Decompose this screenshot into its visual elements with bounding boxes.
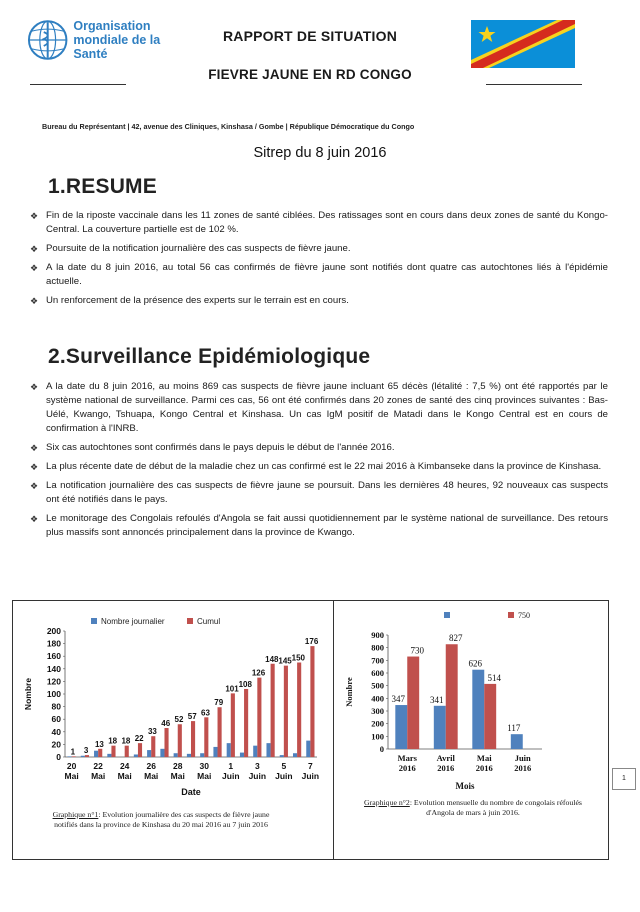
- y-tick-label: 120: [46, 676, 61, 687]
- bar-blue: [306, 741, 310, 757]
- who-emblem-icon: [26, 18, 69, 62]
- bullet-diamond-icon: ❖: [30, 263, 39, 273]
- x-tick-label: Avril: [436, 753, 455, 763]
- bar-blue: [280, 755, 284, 757]
- who-name-line2: mondiale de la Santé: [73, 33, 161, 61]
- x-tick-label: Mai: [91, 771, 106, 781]
- bar-red: [231, 693, 235, 757]
- bar-blue: [68, 756, 72, 757]
- legend-swatch: [508, 612, 514, 618]
- bullet-text: Poursuite de la notification journalière des cas suspects de fièvre jaune.: [46, 243, 351, 254]
- list-item: [30, 460, 608, 474]
- section-title-surveillance: 2.Surveillance Epidémiologique: [48, 345, 371, 368]
- bar-blue: [107, 754, 111, 757]
- y-tick-label: 200: [371, 718, 384, 729]
- bullet-diamond-icon: ❖: [30, 462, 39, 472]
- y-tick-label: 900: [371, 630, 384, 640]
- x-axis-title: Date: [181, 787, 201, 797]
- bullet-diamond-icon: ❖: [30, 211, 39, 221]
- data-label: 101: [225, 684, 239, 694]
- page-number: 1: [612, 768, 636, 790]
- bullet-text: La notification journalière des cas suspects de fièvre jaune se poursuit. Dans les dernières 48 heures, 92 nouveaux cas suspects ont été notifiés dans le pays.: [46, 480, 608, 505]
- bar-red: [125, 746, 129, 757]
- y-tick-label: 0: [56, 752, 61, 762]
- bar-blue: [434, 706, 446, 749]
- x-tick-label: Mai: [64, 771, 79, 781]
- bar-red: [407, 657, 419, 749]
- bar-blue: [134, 754, 138, 757]
- legend-swatch: [91, 618, 97, 624]
- x-tick-label: 2016: [437, 763, 455, 773]
- bar-red: [310, 646, 314, 757]
- data-label: 1: [70, 747, 76, 757]
- bullet-text: A la date du 8 juin 2016, au total 56 cas confirmés de fièvre jaune sont notifiés dont quatre cas autochtones liés à l'épidémie actuelle.: [46, 262, 608, 287]
- y-tick-label: 60: [51, 714, 61, 725]
- legend-label: 750: [518, 611, 530, 620]
- bar-blue: [213, 747, 217, 757]
- data-label: 79: [214, 698, 224, 708]
- x-tick-label: Mai: [117, 771, 132, 781]
- x-axis-title: Mois: [455, 781, 475, 791]
- who-name-line1: Organisation: [73, 19, 151, 33]
- chart-panel-monthly: [332, 600, 609, 860]
- list-item: [30, 479, 608, 507]
- bar-red: [72, 756, 76, 757]
- list-item: [30, 441, 608, 455]
- drc-flag-icon: [471, 20, 575, 68]
- y-axis-title: Nombre: [23, 677, 33, 711]
- list-item: [30, 209, 608, 237]
- sitrep-date: Sitrep du 8 juin 2016: [253, 145, 387, 161]
- legend-label: Nombre journalier: [101, 617, 165, 626]
- y-tick-label: 140: [46, 663, 61, 674]
- legend-swatch: [444, 612, 450, 618]
- x-tick-label: Juin: [514, 753, 531, 763]
- bar-blue: [395, 705, 407, 749]
- bar-red: [138, 743, 142, 757]
- bar-blue: [266, 743, 270, 757]
- resume-bullet-list: [30, 209, 608, 313]
- list-item: [30, 294, 608, 308]
- data-label: 148: [265, 654, 279, 664]
- bar-blue: [187, 754, 191, 757]
- bar-red: [111, 746, 115, 757]
- data-label: 827: [448, 633, 463, 644]
- data-label: 18: [108, 736, 118, 746]
- x-tick-label: 1: [228, 761, 234, 771]
- bar-red: [98, 749, 102, 757]
- y-tick-label: 40: [51, 726, 61, 737]
- bar-red: [284, 666, 288, 757]
- bar-blue: [174, 753, 178, 757]
- data-label: 117: [507, 723, 521, 734]
- chart1-caption: [44, 810, 278, 830]
- surveillance-bullet-list: [30, 380, 608, 545]
- bar-blue: [227, 743, 231, 757]
- data-label: 22: [134, 734, 144, 744]
- chart2-caption: [362, 798, 584, 818]
- y-tick-label: 80: [51, 701, 61, 712]
- x-tick-label: 5: [281, 761, 287, 771]
- x-tick-label: Juin: [275, 771, 293, 781]
- x-tick-label: 26: [146, 761, 156, 771]
- data-label: 145: [278, 656, 292, 666]
- data-label: 176: [304, 637, 319, 647]
- x-tick-label: 28: [173, 761, 183, 771]
- report-title: RAPPORT DE SITUATION: [222, 28, 398, 44]
- header-rule-right: [486, 84, 582, 85]
- bullet-text: Six cas autochtones sont confirmés dans le pays depuis le début de l'année 2016.: [46, 442, 395, 453]
- x-tick-label: 3: [254, 761, 260, 771]
- y-tick-label: 500: [371, 680, 384, 691]
- data-label: 626: [468, 658, 483, 669]
- data-label: 730: [410, 645, 424, 656]
- y-tick-label: 200: [46, 626, 61, 636]
- data-label: 63: [201, 708, 210, 718]
- y-tick-label: 0: [379, 744, 384, 754]
- bar-blue: [240, 753, 244, 757]
- bar-red: [297, 663, 301, 758]
- y-tick-label: 20: [51, 739, 61, 750]
- bar-red: [271, 664, 275, 757]
- bar-blue: [472, 670, 484, 749]
- y-tick-label: 100: [46, 689, 61, 699]
- data-label: 33: [147, 727, 157, 737]
- bar-blue: [293, 753, 297, 757]
- y-axis-title: Nombre: [344, 677, 354, 707]
- y-tick-label: 160: [46, 651, 61, 662]
- bullet-diamond-icon: ❖: [30, 296, 39, 306]
- bullet-diamond-icon: ❖: [30, 244, 39, 254]
- x-tick-label: Mai: [197, 771, 212, 781]
- header-rule-left: [30, 84, 126, 85]
- bar-blue: [94, 751, 98, 757]
- bullet-text: Un renforcement de la présence des experts sur le terrain est en cours.: [46, 295, 349, 306]
- bar-red: [244, 689, 248, 757]
- list-item: [30, 261, 608, 289]
- bullet-text: A la date du 8 juin 2016, au moins 869 cas suspects de fièvre jaune incluant 65 décès (létalité : 7,5 %) ont été rapportés par le système national de surveillance. Parmi ces cas, 56 ont été confirmés dans 20 zones de santé des cinq provinces suivantes : Bas-Uélé, Kwango, Tshuapa, Kongo Central et Kinshasa. Un cas IgM positif de Matadi dans le Kongo Central est en cours de confirmation à l'INRB.: [46, 381, 608, 434]
- bullet-diamond-icon: ❖: [30, 514, 39, 524]
- data-label: 150: [291, 653, 306, 663]
- legend-label: Cumul: [197, 617, 221, 626]
- office-address: Bureau du Représentant | 42, avenue des Cliniques, Kinshasa / Gombe | République Démocratique du Congo: [42, 122, 415, 131]
- bullet-diamond-icon: ❖: [30, 481, 39, 491]
- x-tick-label: 2016: [514, 763, 532, 773]
- bar-red: [151, 736, 155, 757]
- x-tick-label: Mai: [170, 771, 185, 781]
- x-tick-label: 20: [66, 761, 77, 771]
- monthly-returns-chart: [332, 601, 608, 859]
- chart2-caption-text: : Evolution mensuelle du nombre de congolais réfoulés d'Angola de mars à juin 2016.: [409, 798, 582, 817]
- y-tick-label: 400: [371, 693, 384, 704]
- bullet-diamond-icon: ❖: [30, 382, 39, 392]
- bar-blue: [160, 749, 164, 757]
- bar-red: [257, 678, 261, 757]
- chart2-caption-label: Graphique n°2: [364, 798, 410, 807]
- bar-blue: [81, 756, 85, 757]
- y-tick-label: 300: [371, 706, 384, 716]
- bar-red: [178, 724, 182, 757]
- x-tick-label: Mai: [476, 753, 492, 763]
- bullet-diamond-icon: ❖: [30, 443, 39, 453]
- bar-red: [85, 755, 89, 757]
- bar-red: [484, 684, 496, 749]
- bar-blue: [253, 746, 257, 757]
- chart1-caption-text: : Evolution journalière des cas suspects de fièvre jaune notifiés dans la province de Kinshasa du 20 mai 2016 au 7 juin 2016: [54, 810, 270, 829]
- data-label: 52: [174, 715, 184, 725]
- x-tick-label: Mai: [144, 771, 159, 781]
- bullet-text: La plus récente date de début de la maladie chez un cas confirmé est le 22 mai 2016 à Kimbanseke dans la province de Kinshasa.: [46, 461, 602, 472]
- data-label: 514: [487, 672, 501, 683]
- section-title-resume: 1.RESUME: [48, 175, 157, 198]
- x-tick-label: Juin: [248, 771, 267, 781]
- list-item: [30, 512, 608, 540]
- bar-red: [218, 707, 222, 757]
- bar-blue: [511, 734, 523, 749]
- y-tick-label: 100: [371, 731, 384, 742]
- x-tick-label: 2016: [398, 763, 416, 773]
- bar-red: [191, 721, 195, 757]
- x-tick-label: 24: [119, 761, 130, 771]
- chart1-caption-label: Graphique n°1: [52, 810, 99, 819]
- who-name: [73, 19, 196, 61]
- x-tick-label: Juin: [301, 771, 320, 781]
- data-label: 57: [187, 712, 197, 722]
- data-label: 347: [391, 694, 406, 705]
- list-item: [30, 380, 608, 436]
- data-label: 46: [161, 719, 171, 729]
- bar-blue: [200, 753, 204, 757]
- bar-blue: [147, 750, 151, 757]
- bar-red: [446, 644, 458, 749]
- x-tick-label: 22: [93, 761, 103, 771]
- bar-red: [164, 728, 168, 757]
- data-label: 3: [83, 746, 89, 756]
- y-tick-label: 800: [371, 642, 384, 653]
- y-tick-label: 700: [371, 655, 384, 666]
- x-tick-label: 2016: [475, 763, 493, 773]
- bar-red: [204, 717, 208, 757]
- x-tick-label: Mars: [397, 753, 417, 763]
- x-tick-label: Juin: [222, 771, 240, 781]
- legend-swatch: [187, 618, 193, 624]
- data-label: 18: [121, 736, 131, 746]
- y-tick-label: 180: [46, 638, 61, 649]
- data-label: 126: [251, 668, 266, 678]
- x-tick-label: 30: [199, 761, 209, 771]
- data-label: 108: [238, 679, 252, 689]
- bullet-text: Fin de la riposte vaccinale dans les 11 zones de santé ciblées. Des ratissages sont en cours dans deux zones de santé du Kongo-Central. La couverture partielle est de 102 %.: [46, 210, 608, 235]
- list-item: [30, 242, 608, 256]
- report-subtitle: FIEVRE JAUNE EN RD CONGO: [208, 67, 412, 82]
- x-tick-label: 7: [308, 761, 313, 771]
- y-tick-label: 600: [371, 668, 384, 678]
- data-label: 13: [94, 739, 104, 749]
- bullet-text: Le monitorage des Congolais refoulés d'Angola se fait aussi quotidiennement par le système national de surveillance. Des retours plus massifs sont annoncés principalement dans la province de Kwango.: [46, 513, 608, 538]
- who-logo: [26, 16, 196, 64]
- data-label: 341: [430, 694, 444, 705]
